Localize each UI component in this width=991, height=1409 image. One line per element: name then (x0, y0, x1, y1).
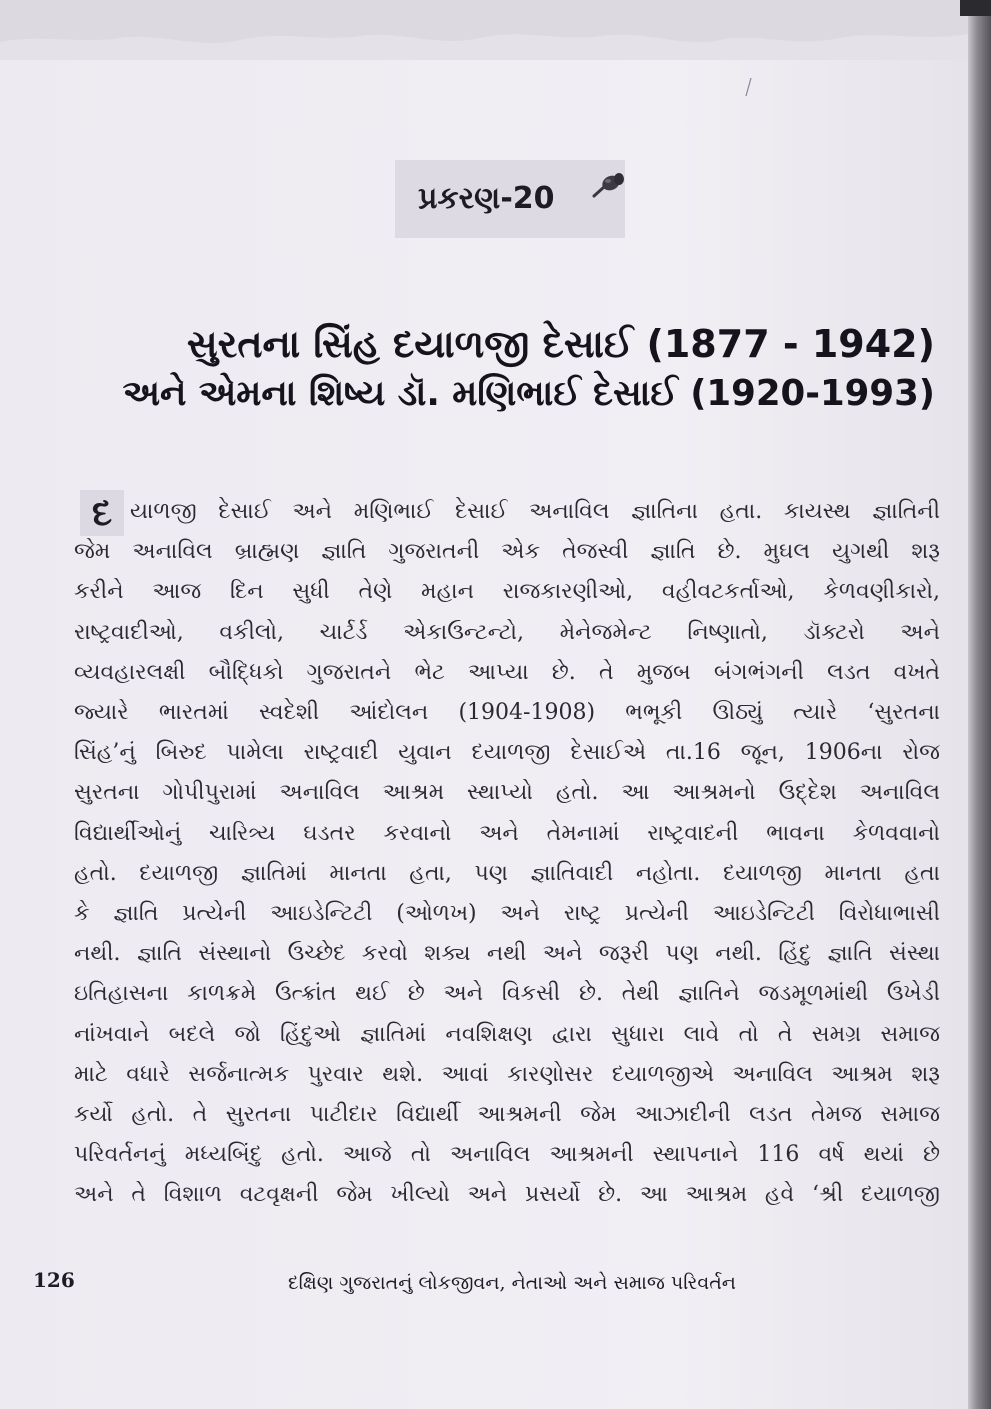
chapter-label: પ્રકરણ-20 (418, 181, 555, 216)
body-line: નથી. જ્ઞાતિ સંસ્થાનો ઉચ્છેદ કરવો શક્ય નથી અને જરૂરી પણ નથી. હિંદુ જ્ઞાતિ સંસ્થા (74, 941, 940, 967)
body-line: જેમ અનાવિલ બ્રાહ્મણ જ્ઞાતિ ગુજરાતની એક તેજસ્વી જ્ઞાતિ છે. મુઘલ યુગથી શરૂ (74, 539, 940, 565)
body-line: કર્યો હતો. તે સુરતના પાટીદાર વિદ્યાર્થી આશ્રમની જેમ આઝાદીની લડત તેમજ સમાજ (74, 1102, 940, 1127)
body-line: કરીને આજ દિન સુધી તેણે મહાન રાજકારણીઓ, વહીવટકર્તાઓ, કેળવણીકારો, (74, 579, 940, 605)
body-line: માટે વધારે સર્જનાત્મક પુરવાર થશે. આવાં કારણોસર દયાળજીએ અનાવિલ આશ્રમ શરૂ (74, 1061, 940, 1087)
drop-cap: દ (80, 490, 124, 536)
body-line: સિંહ’નું બિરુદ પામેલા રાષ્ટ્રવાદી યુવાન દયાળજી દેસાઈએ તા.16 જૂન, 1906ના રોજ (74, 740, 940, 766)
chapter-title-line-1: સુરતના સિંહ દયાળજી દેસાઈ (1877 - 1942) (186, 322, 935, 366)
book-spine-edge (968, 0, 991, 1409)
body-line: પરિવર્તનનું મધ્યબિંદુ હતો. આજે તો અનાવિલ આશ્રમની સ્થાપનાને 116 વર્ષ થયાં છે (74, 1142, 940, 1168)
body-line: સુરતના ગોપીપુરામાં અનાવિલ આશ્રમ સ્થાપ્યો હતો. આ આશ્રમનો ઉદ્દેશ અનાવિલ (74, 780, 940, 806)
pushpin-icon (584, 170, 630, 204)
page-number: 126 (33, 1268, 75, 1292)
chapter-title-line-2: અને એમના શિષ્ય ડૉ. મણિભાઈ દેસાઈ (1920-1993) (122, 373, 935, 414)
body-line: જ્યારે ભારતમાં સ્વદેશી આંદોલન (1904-1908) ભભૂકી ઊઠ્યું ત્યારે ‘સુરતના (74, 700, 940, 725)
body-line: વ્યવહારલક્ષી બૌદ્ધિકો ગુજરાતને ભેટ આપ્યા છે. તે મુજબ બંગભંગની લડત વખતે (74, 659, 940, 685)
body-line: કે જ્ઞાતિ પ્રત્યેની આઇડેન્ટિટી (ઓળખ) અને રાષ્ટ્ર પ્રત્યેની આઇડેન્ટિટી વિરોધાભાસી (74, 901, 940, 926)
body-line: નાંખવાને બદલે જો હિંદુઓ જ્ઞાતિમાં નવશિક્ષણ દ્વારા સુધારા લાવે તો તે સમગ્ર સમાજ (74, 1021, 940, 1047)
body-line: વિદ્યાર્થીઓનું ચારિત્ર્ય ઘડતર કરવાનો અને તેમનામાં રાષ્ટ્રવાદની ભાવના કેળવવાનો (74, 820, 940, 846)
book-corner (960, 0, 991, 16)
running-footer-title: દક્ષિણ ગુજરાતનું લોકજીવન, નેતાઓ અને સમાજ પરિવર્તન (288, 1272, 736, 1294)
pen-mark (745, 78, 753, 96)
body-line: ઇતિહાસના કાળક્રમે ઉત્ક્રાંત થઈ છે અને વિકસી છે. તેથી જ્ઞાતિને જડમૂળમાંથી ઉખેડી (74, 981, 940, 1007)
body-line: અને તે વિશાળ વટવૃક્ષની જેમ ખીલ્યો અને પ્રસર્યો છે. આ આશ્રમ હવે ‘શ્રી દયાળજી (74, 1182, 940, 1208)
torn-paper-header (0, 0, 968, 60)
body-line: રાષ્ટ્રવાદીઓ, વકીલો, ચાર્ટર્ડ એકાઉન્ટન્ટો, મેનેજમેન્ટ નિષ્ણાતો, ડૉક્ટરો અને (74, 619, 940, 645)
body-line: યાળજી દેસાઈ અને મણિભાઈ દેસાઈ અનાવિલ જ્ઞાતિના હતા. કાયસ્થ જ્ઞાતિની (130, 499, 940, 524)
body-line: હતો. દયાળજી જ્ઞાતિમાં માનતા હતા, પણ જ્ઞાતિવાદી નહોતા. દયાળજી માનતા હતા (74, 860, 940, 886)
